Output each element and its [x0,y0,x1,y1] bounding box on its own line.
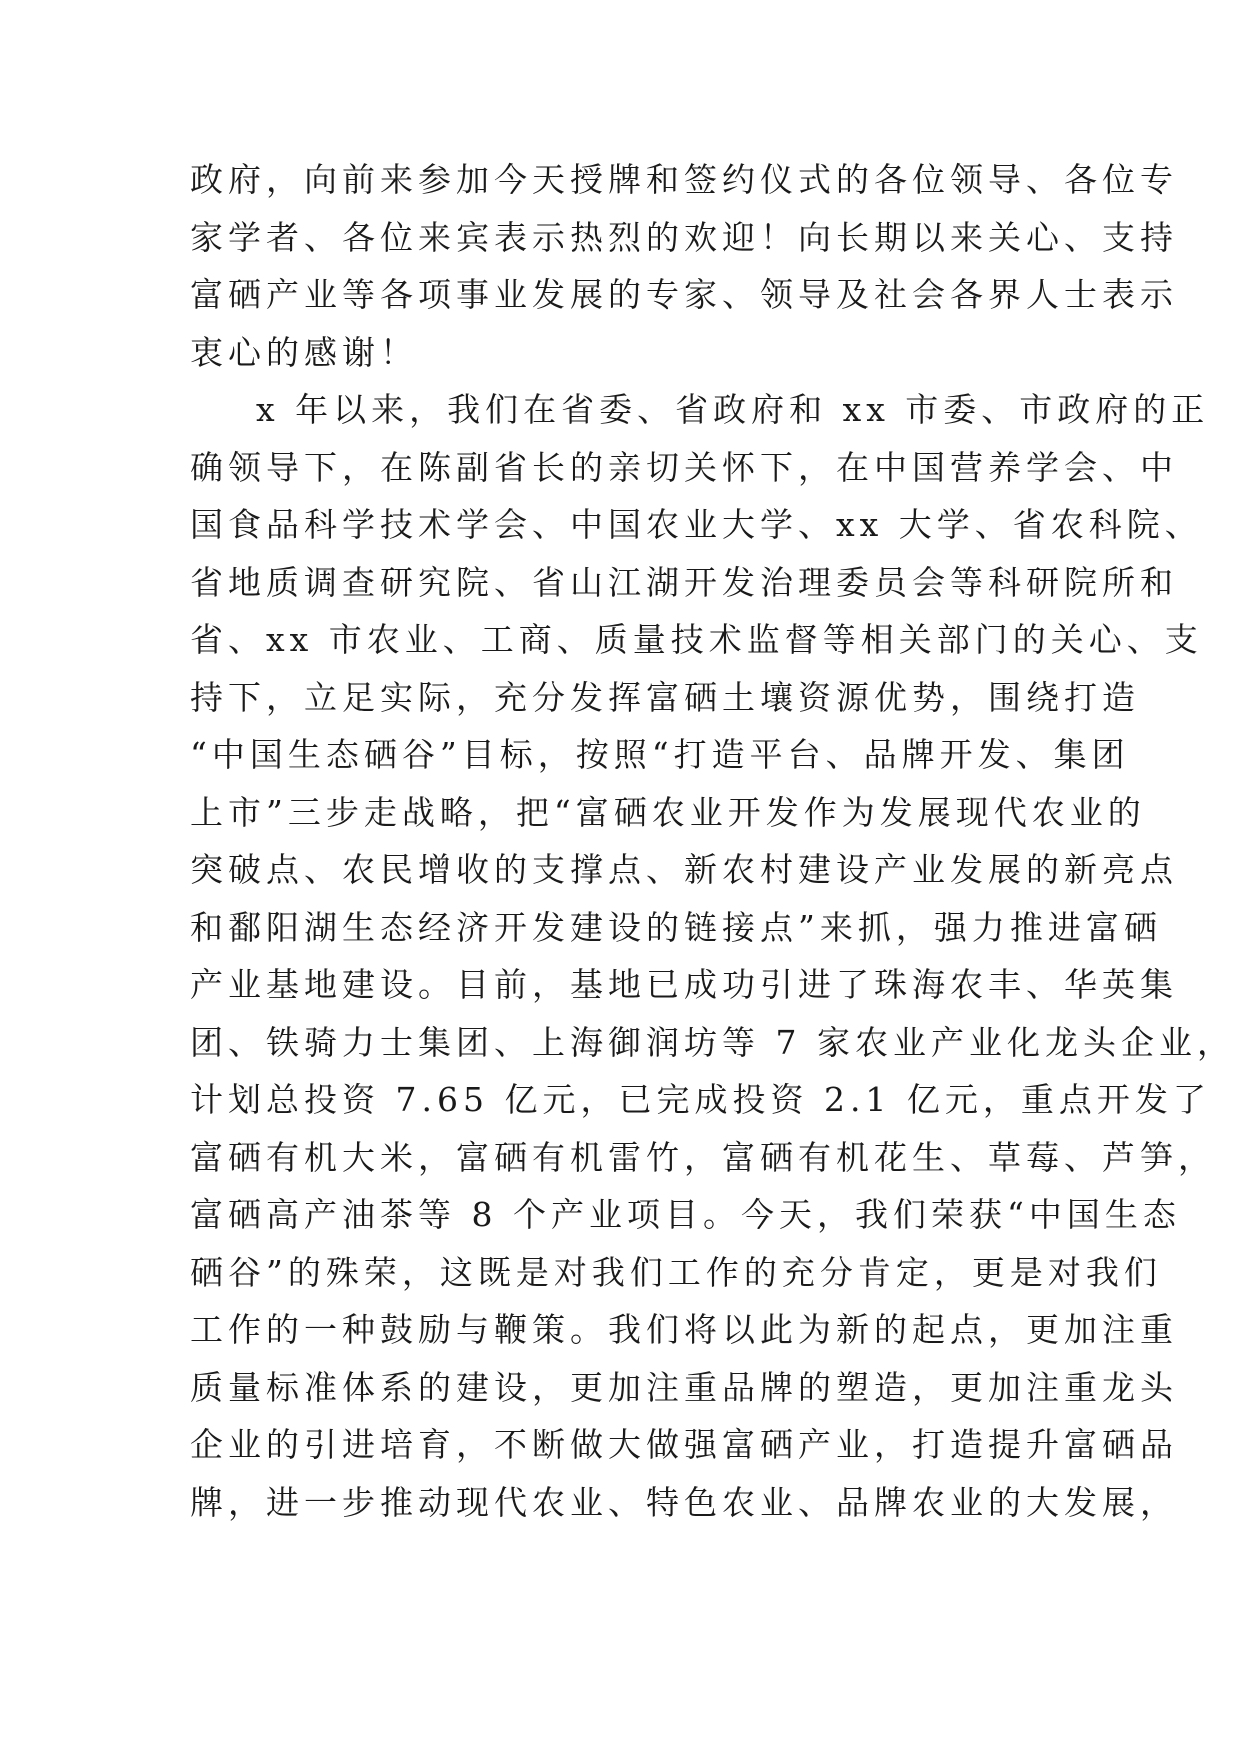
text-line: x 年以来，我们在省委、省政府和 xx 市委、市政府的正 [256,390,1210,429]
text-line: 确领导下，在陈副省长的亲切关怀下，在中国营养学会、中 [190,447,1178,487]
text-line: 衷心的感谢！ [190,332,418,372]
text-line: 突破点、农民增收的支撑点、新农村建设产业发展的新亮点 [190,850,1178,889]
text-line: 牌，进一步推动现代农业、特色农业、品牌农业的大发展， [190,1482,1178,1522]
text-line: 企业的引进培育，不断做大做强富硒产业，打造提升富硒品 [190,1425,1178,1464]
text-line: 省、xx 市农业、工商、质量技术监督等相关部门的关心、支 [190,620,1203,659]
body-text [190,151,1235,1531]
text-line: 持下，立足实际，充分发挥富硒土壤资源优势，围绕打造 [190,677,1140,717]
text-line: 质量标准体系的建设，更加注重品牌的塑造，更加注重龙头 [190,1367,1178,1407]
text-line: 产业基地建设。目前，基地已成功引进了珠海农丰、华英集 [190,965,1178,1004]
text-line: 富硒有机大米，富硒有机雷竹，富硒有机花生、草莓、芦笋， [190,1137,1216,1177]
text-line: 家学者、各位来宾表示热烈的欢迎！向长期以来关心、支持 [190,217,1178,257]
text-line: 富硒产业等各项事业发展的专家、领导及社会各界人士表示 [190,275,1178,314]
text-line: 上市”三步走战略，把“富硒农业开发作为发展现代农业的 [190,792,1146,832]
text-line: 国食品科学技术学会、中国农业大学、xx 大学、省农科院、 [190,505,1203,544]
text-line: 计划总投资 7.65 亿元，已完成投资 2.1 亿元，重点开发了 [190,1080,1211,1119]
text-line: 工作的一种鼓励与鞭策。我们将以此为新的起点，更加注重 [190,1310,1178,1349]
text-line: 和鄱阳湖生态经济开发建设的链接点”来抓，强力推进富硒 [190,907,1162,947]
paragraph-2 [190,381,1235,1531]
text-line: “中国生态硒谷”目标，按照“打造平台、品牌开发、集团 [190,735,1130,774]
text-line: 省地质调查研究院、省山江湖开发治理委员会等科研院所和 [190,562,1178,602]
text-line: 政府，向前来参加今天授牌和签约仪式的各位领导、各位专 [190,160,1178,199]
paragraph-1 [190,151,1178,381]
text-line: 硒谷”的殊荣，这既是对我们工作的充分肯定，更是对我们 [190,1252,1162,1292]
text-line: 团、铁骑力士集团、上海御润坊等 7 家农业产业化龙头企业， [190,1022,1235,1062]
text-line: 富硒高产油茶等 8 个产业项目。今天，我们荣获“中国生态 [190,1195,1181,1234]
